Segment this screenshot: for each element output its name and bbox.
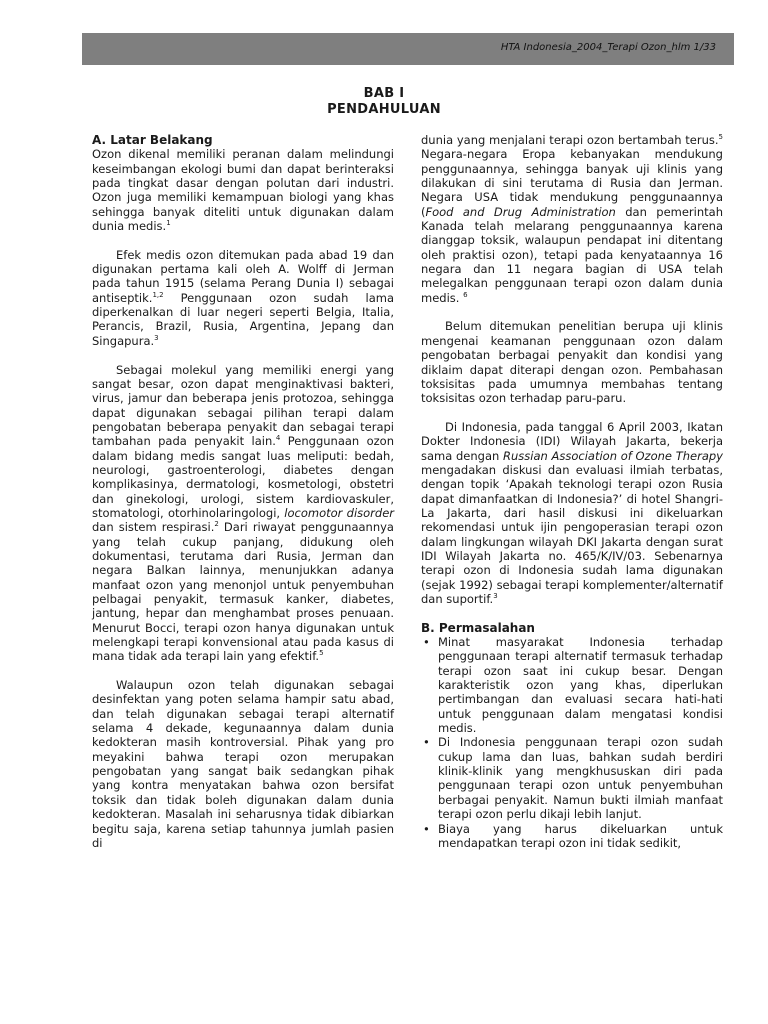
ref-1: 1	[166, 219, 171, 228]
left-column	[92, 133, 394, 865]
paragraph-4-end	[421, 133, 723, 305]
header-bar	[82, 33, 734, 65]
section-b-heading: B. Permasalahan	[421, 620, 535, 635]
chapter-number: BAB I	[363, 86, 405, 101]
list-item: • Biaya yang harus dikeluarkan untuk mendapatkan terapi ozon ini tidak sedikit,	[421, 822, 723, 851]
p1-text: Ozon dikenal memiliki peranan dalam melindungi keseimbangan ekologi bumi dan dapat berinteraksi pada tingkat dasar dengan polutan dari industri. Ozon juga memiliki kemampuan biologi yang khas sehingga banyak diteliti untuk digunakan dalam dunia medis.	[92, 147, 394, 234]
paragraph-5	[421, 319, 723, 405]
paragraph-2	[92, 248, 394, 348]
p3-text-a: Sebagai molekul yang memiliki energi yang sangat besar, ozon dapat menginaktivasi bakteri, virus, jamur dan beberapa jenis protozoa, sehingga dapat digunakan sebagai pilihan terapi dalam pengobatan beberapa penyakit dan sebagai terapi tambahan pada penyakit lain.	[92, 362, 394, 449]
problem-list	[421, 635, 723, 850]
p3-text-b: Penggunaan ozon dalam bidang medis sangat luas meliputi: bedah, neurologi, gastroenterologi, diabetes dengan komplikasinya, dermatologi, kosmetologi, obstetri dan ginekologi, urologi, sistem kardiovaskuler, stomatologi, otorhinolaringologi,	[92, 434, 395, 520]
p4-text-d: dan pemerintah Kanada telah melarang penggunaannya karena dianggap toksik, walaupun pendapat ini ditentang oleh praktisi ozon), tetapi pada kenyataannya 16 negara dan 11 negara bagian di USA telah melegalkan penggunaan terapi ozon dalam dunia medis.	[421, 204, 723, 305]
p4-text-a: Walaupun ozon telah digunakan sebagai desinfektan yang poten selama hampir satu abad, dan telah digunakan sebagai terapi alternatif selama 4 dekade, kegunaannya dalam dunia kedokteran masih kontroversial. Pihak yang pro meyakini bahwa terapi ozon merupakan pengobatan yang sangat baik sedangkan pihak yang kontra menyatakan bahwa ozon bersifat toksik dan tidak boleh digunakan dalam dunia kedokteran. Masalah ini seharusnya tidak dibiarkan begitu saja, karena setiap tahunnya jumlah pasien di	[92, 678, 394, 850]
right-column	[421, 133, 723, 850]
p3-text-d: Dari riwayat penggunaannya yang telah cukup panjang, didukung oleh dokumentasi, terutama dari Rusia, Jerman dan negara Balkan lainnya, menunjukkan adanya manfaat ozon yang menonjol untuk penyembuhan pelbagai penyakit, termasuk kanker, diabetes, jantung, hepar dan menghambat proses penuaan. Menurut Bocci, terapi ozon hanya digunakan untuk melengkapi terapi konvensional atau pada kasus di mana tidak ada terapi lain yang efektif.	[92, 520, 394, 664]
paragraph-1	[92, 147, 394, 233]
p5-text: Belum ditemukan penelitian berupa uji klinis mengenai keamanan penggunaan ozon dalam pengobatan berbagai penyakit dan kondisi yang diklaim dapat diterapi dengan ozon. Pembahasan toksisitas pada umumnya membahas tentang toksisitas ozon terhadap paru-paru.	[421, 319, 723, 406]
p4-text-c: Negara-negara Eropa kebanyakan mendukung penggunaannya, sehingga banyak uji klinis yang dilakukan di sini terutama di Rusia dan Jerman. Negara USA tidak mendukung penggunaannya (	[421, 147, 723, 219]
ref-5: 5	[319, 649, 324, 658]
p2-text-a: Efek medis ozon ditemukan pada abad 19 dan digunakan pertama kali oleh A. Wolff di Jerman pada tahun 1915 (selama Perang Dunia I) sebagai antiseptik.	[92, 247, 394, 305]
p3-emphasis: locomotor disorder	[284, 505, 394, 520]
p6-text-a: Di Indonesia, pada tanggal 6 April 2003, Ikatan Dokter Indonesia (IDI) Wilayah Jakarta, bekerja sama dengan	[421, 419, 723, 463]
p3-text-c: dan sistem respirasi.	[92, 520, 215, 535]
chapter-title: PENDAHULUAN	[327, 102, 441, 117]
chapter-titles	[0, 86, 768, 118]
paragraph-3	[92, 363, 394, 664]
paragraph-6	[421, 420, 723, 606]
ref-2: 2	[214, 520, 219, 529]
ref-3b: 3	[493, 592, 498, 601]
ref-6: 6	[463, 290, 468, 299]
list-item: • Minat masyarakat Indonesia terhadap penggunaan terapi alternatif termasuk terhadap terapi ozon saat ini cukup besar. Dengan karakteristik ozon yang khas, diperlukan pertimbangan dan evaluasi secara hati-hati untuk penggunaan dalam mengatasi kondisi medis.	[421, 635, 723, 735]
p6-emphasis: Russian Association of Ozone Therapy	[503, 448, 723, 463]
ref-3: 3	[154, 333, 159, 342]
ref-4: 4	[275, 434, 281, 443]
section-a-heading: A. Latar Belakang	[92, 133, 213, 147]
p2-text-b: Penggunaan ozon sudah lama diperkenalkan di luar negeri seperti Belgia, Italia, Perancis, Brazil, Rusia, Argentina, Jepang dan Singapura.	[92, 290, 394, 348]
paragraph-4-start	[92, 678, 394, 850]
p4-emphasis: Food and Drug Administration	[425, 204, 616, 219]
p4-text-b: dunia yang menjalani terapi ozon bertambah terus.	[421, 133, 719, 147]
ref-5b: 5	[718, 133, 723, 142]
p6-text-b: mengadakan diskusi dan evaluasi ilmiah terbatas, dengan topik ‘Apakah teknologi terapi ozon Rusia dapat dimanfaatkan di Indonesia?’ di hotel Shangri-La Jakarta, dari hasil diskusi ini dikeluarkan rekomendasi untuk ijin pengoperasian terapi ozon dalam lingkungan wilayah DKI Jakarta dengan surat IDI Wilayah Jakarta no. 465/K/IV/03. Sebenarnya terapi ozon di Indonesia sudah lama digunakan (sejak 1992) sebagai terapi komplementer/alternatif dan suportif.	[421, 462, 723, 606]
ref-1-2: 1,2	[152, 290, 164, 299]
list-item: • Di Indonesia penggunaan terapi ozon sudah cukup lama dan luas, bahkan sudah berdiri klinik-klinik yang mengkhususkan diri pada penggunaan terapi ozon untuk penyembuhan berbagai penyakit. Namun bukti ilmiah manfaat terapi ozon perlu dikaji lebih lanjut.	[421, 735, 723, 821]
document-reference: HTA Indonesia_2004_Terapi Ozon_hlm 1/33	[500, 42, 716, 53]
